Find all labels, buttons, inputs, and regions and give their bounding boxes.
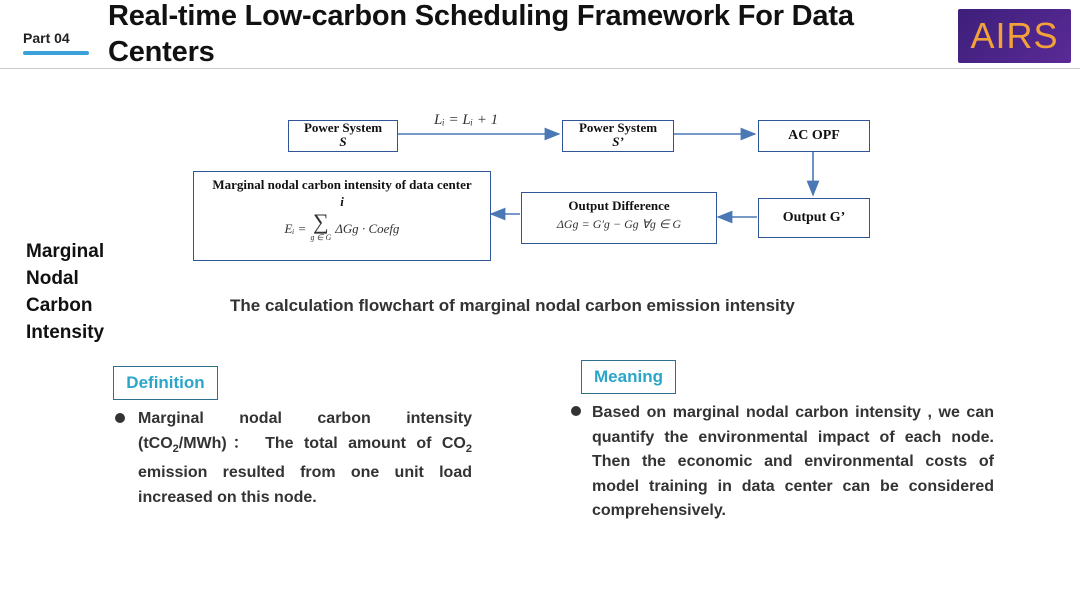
node-output-difference — [521, 192, 717, 244]
node-power-system-prime — [562, 120, 674, 152]
definition-text: Marginal nodal carbon intensity (tCO$_2$/MWh)： The total amount of $CO_2$ emission resulted from one unit load increased on this node. — [138, 410, 472, 506]
node-var: i — [340, 194, 344, 209]
intensity-formula — [194, 209, 490, 244]
sum-symbol: ∑ ɡ ∈ G — [310, 209, 332, 242]
node-sub: S — [339, 134, 347, 149]
part-label: Part 04 — [23, 30, 70, 46]
node-power-system — [288, 120, 398, 152]
definition-tag: Definition — [113, 366, 218, 400]
bullet-icon — [115, 413, 125, 423]
node-output-g: Output G’ — [758, 198, 870, 238]
meaning-text: Based on marginal nodal carbon intensity , we can quantify the environmental impact of each node. Then the economic and environmental costs of model training in data center can be considered comprehensively. — [592, 404, 994, 519]
sum-subscript: ɡ ∈ G — [310, 233, 332, 242]
node-marginal-intensity — [193, 171, 491, 261]
difference-formula: ΔGɡ = G′ɡ − Gɡ ∀ɡ ∈ G — [556, 217, 682, 231]
bullet-icon — [571, 406, 581, 416]
page-title: Real-time Low-carbon Scheduling Framework For Data Centers — [108, 0, 854, 68]
formula-rhs: ΔGɡ · Coefɡ — [335, 220, 400, 236]
side-title-line: Marginal — [26, 241, 105, 262]
meaning-tag: Meaning — [581, 360, 676, 394]
formula-lhs: Eᵢ = — [284, 220, 307, 236]
iteration-label: Lᵢ = Lᵢ + 1 — [434, 112, 499, 128]
node-label: Marginal nodal carbon intensity of data center — [212, 177, 472, 192]
node-label: Power System — [303, 120, 383, 135]
node-ac-opf: AC OPF — [758, 120, 870, 152]
logo-text: AIRS — [970, 15, 1059, 56]
node-label: Power System — [578, 120, 658, 135]
node-sub: S’ — [612, 134, 624, 149]
side-title-line: Carbon — [26, 295, 93, 316]
side-title-line: Intensity — [26, 322, 105, 343]
flowchart-caption: The calculation flowchart of marginal nodal carbon emission intensity — [230, 296, 795, 315]
side-title-line: Nodal — [26, 268, 79, 289]
node-label: Output Difference — [568, 198, 670, 213]
